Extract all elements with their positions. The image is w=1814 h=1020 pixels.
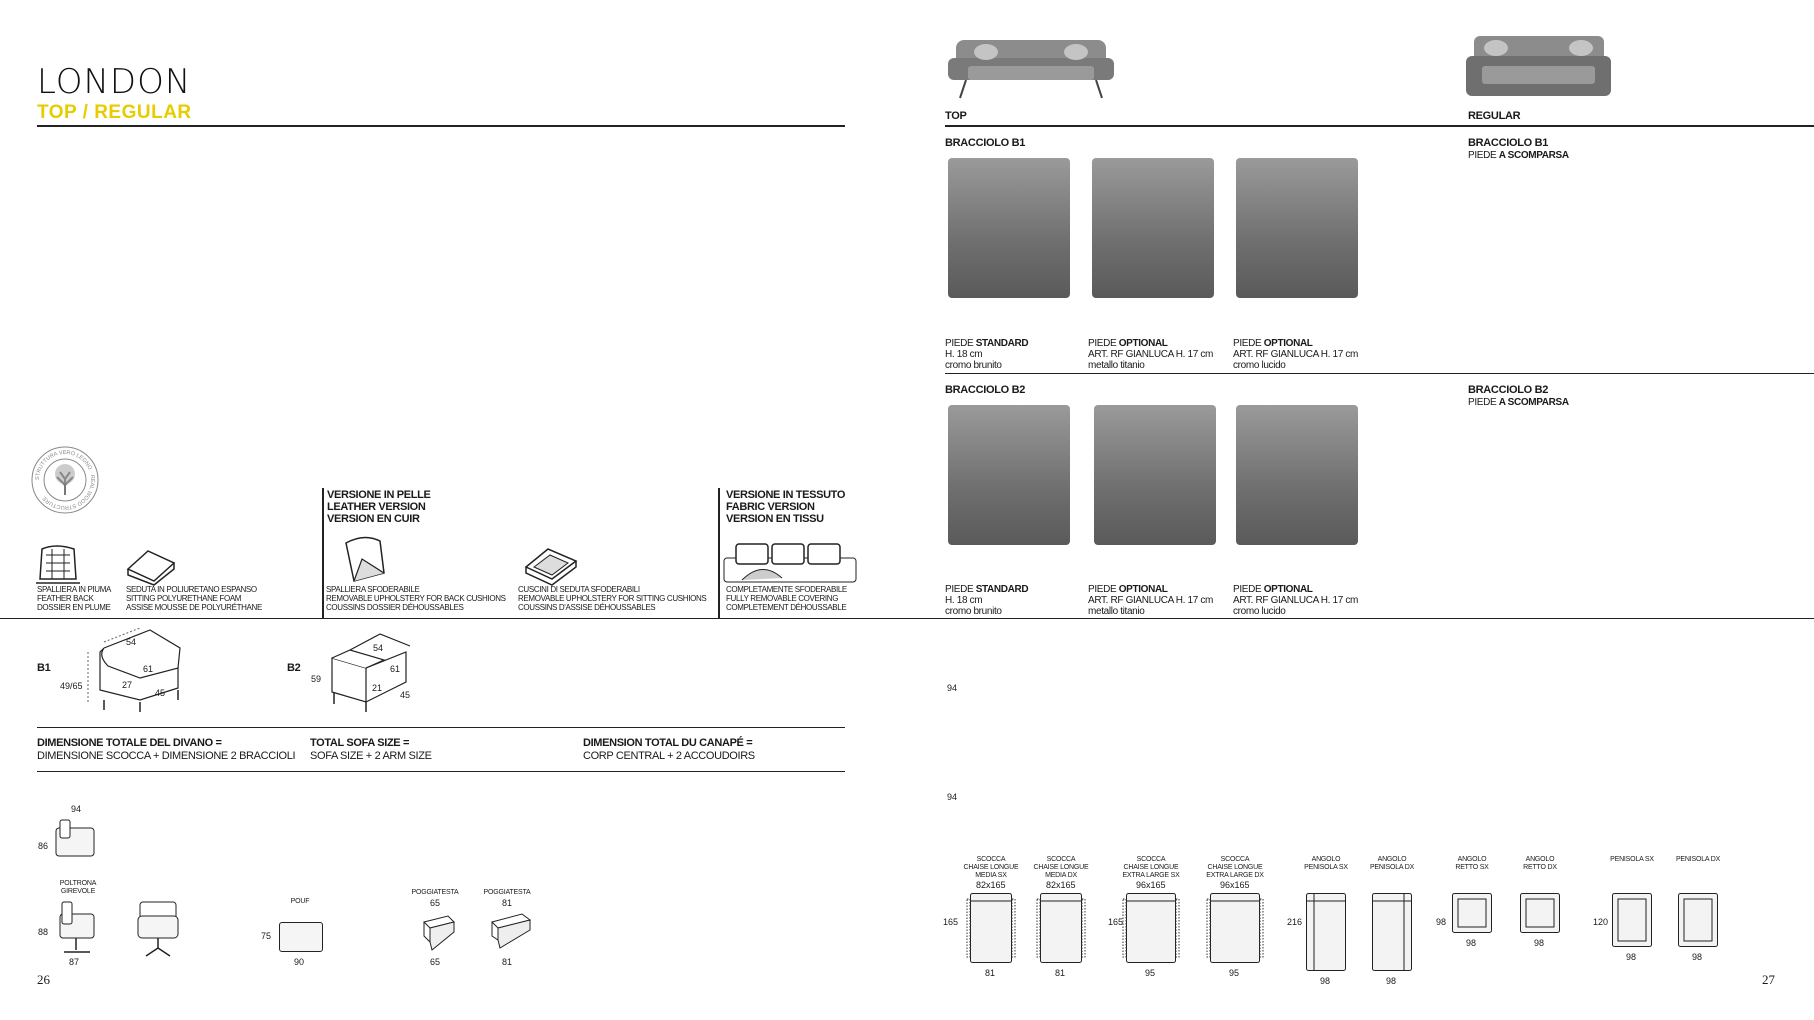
- row3-module-drawing: [1372, 893, 1412, 971]
- page-number-right: 27: [1762, 972, 1775, 987]
- feather-back-icon: [36, 543, 81, 585]
- arm-b1-d5: 49/65: [60, 681, 83, 691]
- row3-module-label: SCOCCA CHAISE LONGUE MEDIA DX: [1033, 856, 1089, 879]
- row1-depth: 94: [947, 683, 958, 693]
- foam-seat-icon: [124, 545, 178, 585]
- rule-top-right: [945, 125, 1814, 127]
- side-depth: 94: [71, 804, 82, 814]
- row3-module-width: 95: [1229, 968, 1240, 978]
- arm-b2-d4: 45: [400, 690, 411, 700]
- row3-module-width: 81: [985, 968, 996, 978]
- foam-seat-caption: SEDUTA IN POLIURETANO ESPANSO SITTING POLYURETHANE FOAM ASSISE MOUSSE DE POLYURÉTHANE: [126, 585, 262, 612]
- row3-module-drawing: [1040, 893, 1082, 963]
- rule-arms: [945, 373, 1814, 374]
- chair-width: 87: [69, 957, 80, 967]
- chair-label: POLTRONA GIREVOLE: [59, 880, 97, 895]
- seat-cover-icon: [522, 545, 580, 585]
- arm-b1-d1: 54: [126, 637, 137, 647]
- chair-side-drawing: [54, 900, 98, 960]
- row3-module-size: 96x165: [1220, 880, 1250, 890]
- feather-back-caption: SPALLIERA IN PIUMA FEATHER BACK DOSSIER EN PLUME: [37, 585, 112, 612]
- arm-b2-d5: 59: [311, 674, 322, 684]
- page-subtitle: TOP / REGULAR: [37, 102, 192, 123]
- b1-title: BRACCIOLO B1: [945, 137, 1026, 149]
- b2-title: BRACCIOLO B2: [945, 384, 1026, 396]
- page-number-left: 26: [37, 972, 50, 987]
- headrest2-drawing: [488, 910, 536, 950]
- row3-depth-c: 216: [1287, 917, 1303, 927]
- full-cover-icon: [722, 540, 858, 586]
- row3-module-label: SCOCCA CHAISE LONGUE MEDIA SX: [963, 856, 1019, 879]
- row3-depth-e: 120: [1593, 917, 1609, 927]
- pouf-drawing: [279, 922, 323, 952]
- regular-version-label: REGULAR: [1468, 110, 1521, 122]
- page-title: LONDON: [37, 62, 192, 102]
- row3-depth-d: 98: [1436, 917, 1447, 927]
- headrest1-label: POGGIATESTA: [411, 889, 459, 896]
- row3-module-label: ANGOLO RETTO DX: [1523, 856, 1557, 871]
- seat-cover-caption: CUSCINI DI SEDUTA SFODERABILI REMOVABLE UPHOLSTERY FOR SITTING CUSHIONS COUSSINS D'ASSISE DÉHOUSSABLES: [518, 585, 707, 612]
- row3-depth-b: 165: [1108, 917, 1124, 927]
- arm-b1-label: B1: [37, 662, 51, 674]
- b2-optional-titanium-photo: [1094, 405, 1216, 545]
- row3-module-drawing: [1678, 893, 1718, 947]
- arm-b2-d2: 61: [390, 664, 401, 674]
- b1-optional-chrome-photo: [1236, 158, 1358, 298]
- row3-module-drawing: [1306, 893, 1346, 971]
- regular-b1-foot: PIEDE A SCOMPARSA: [1468, 150, 1569, 161]
- row3-module-drawing: [1452, 893, 1492, 933]
- regular-b2-title: BRACCIOLO B2: [1468, 384, 1549, 396]
- fabric-version-heading: VERSIONE IN TESSUTO FABRIC VERSION VERSION EN TISSU: [726, 489, 846, 525]
- total-fr: DIMENSION TOTAL DU CANAPÉ = CORP CENTRAL + 2 ACCOUDOIRS: [583, 737, 755, 762]
- row3-module-size: 82x165: [1046, 880, 1076, 890]
- back-cover-icon: [340, 533, 392, 585]
- b2-optional-chrome-photo: [1236, 405, 1358, 545]
- headrest1-top: 65: [430, 898, 441, 908]
- b2-standard-photo: [948, 405, 1070, 545]
- chair-front-drawing: [136, 900, 180, 960]
- arm-b2-d1: 54: [373, 643, 384, 653]
- headrest2-top: 81: [502, 898, 513, 908]
- rule-mid: [0, 618, 1814, 619]
- back-cover-caption: SPALLIERA SFODERABILE REMOVABLE UPHOLSTERY FOR BACK CUSHIONS COUSSINS DOSSIER DÉHOUSSABLES: [326, 585, 506, 612]
- row3-depth-a: 165: [943, 917, 959, 927]
- pouf-label: POUF: [290, 898, 310, 905]
- pouf-width: 90: [294, 957, 305, 967]
- headrest2-label: POGGIATESTA: [483, 889, 531, 896]
- b1-standard-photo: [948, 158, 1070, 298]
- row3-module-drawing: [1210, 893, 1260, 963]
- b1-foot-standard: PIEDE STANDARD H. 18 cm cromo brunito: [945, 338, 1029, 371]
- row3-module-drawing: [1126, 893, 1176, 963]
- arm-b2-label: B2: [287, 662, 301, 674]
- row3-module-width: 95: [1145, 968, 1156, 978]
- row3-module-size: 82x165: [976, 880, 1006, 890]
- total-en: TOTAL SOFA SIZE = SOFA SIZE + 2 ARM SIZE: [310, 737, 432, 762]
- regular-b2-foot: PIEDE A SCOMPARSA: [1468, 397, 1569, 408]
- row3-module-label: SCOCCA CHAISE LONGUE EXTRA LARGE DX: [1206, 856, 1264, 879]
- divider-leather: [322, 488, 324, 618]
- row3-module-width: 98: [1534, 938, 1545, 948]
- headrest1-bottom: 65: [430, 957, 441, 967]
- b2-foot-standard: PIEDE STANDARD H. 18 cm cromo brunito: [945, 584, 1029, 617]
- row3-module-label: SCOCCA CHAISE LONGUE EXTRA LARGE SX: [1122, 856, 1180, 879]
- row3-module-label: ANGOLO RETTO SX: [1455, 856, 1489, 871]
- regular-b1-title: BRACCIOLO B1: [1468, 137, 1549, 149]
- seal-text: STRUTTURA VERO LEGNO · REAL WOOD STRUCTURE: [34, 449, 96, 511]
- arm-b1-d4: 45: [155, 688, 166, 698]
- row3-module-drawing: [1612, 893, 1652, 947]
- row3-module-width: 81: [1055, 968, 1066, 978]
- real-wood-seal: [30, 445, 100, 515]
- row3-module-width: 98: [1692, 952, 1703, 962]
- row3-module-drawing: [1520, 893, 1560, 933]
- full-cover-caption: COMPLETAMENTE SFODERABILE FULLY REMOVABLE COVERING COMPLETEMENT DÉHOUSSABLE: [726, 585, 847, 612]
- row3-module-label: PENISOLA SX: [1610, 856, 1654, 863]
- top-sofa-photo: [946, 30, 1116, 102]
- row3-module-drawing: [970, 893, 1012, 963]
- b2-foot-titanium: PIEDE OPTIONAL ART. RF GIANLUCA H. 17 cm metallo titanio: [1088, 584, 1213, 617]
- pouf-height: 75: [261, 931, 272, 941]
- row2-depth: 94: [947, 792, 958, 802]
- row3-module-width: 98: [1320, 976, 1331, 986]
- regular-sofa-photo: [1466, 30, 1611, 102]
- row3-module-label: ANGOLO PENISOLA DX: [1369, 856, 1415, 871]
- arm-b2-d3: 21: [372, 683, 383, 693]
- rule-totals-top: [37, 727, 845, 728]
- b1-foot-chrome: PIEDE OPTIONAL ART. RF GIANLUCA H. 17 cm cromo lucido: [1233, 338, 1358, 371]
- b1-foot-titanium: PIEDE OPTIONAL ART. RF GIANLUCA H. 17 cm metallo titanio: [1088, 338, 1213, 371]
- rule-totals-bottom: [37, 771, 845, 772]
- rule-top-left: [37, 125, 845, 127]
- leather-version-heading: VERSIONE IN PELLE LEATHER VERSION VERSION EN CUIR: [327, 489, 431, 525]
- divider-fabric: [718, 488, 720, 618]
- row3-module-label: ANGOLO PENISOLA SX: [1304, 856, 1348, 871]
- b1-optional-titanium-photo: [1092, 158, 1214, 298]
- side-view-drawing: [54, 818, 96, 860]
- b2-foot-chrome: PIEDE OPTIONAL ART. RF GIANLUCA H. 17 cm cromo lucido: [1233, 584, 1358, 617]
- top-version-label: TOP: [945, 110, 967, 122]
- total-it: DIMENSIONE TOTALE DEL DIVANO = DIMENSIONE SCOCCA + DIMENSIONE 2 BRACCIOLI: [37, 737, 296, 762]
- arm-b1-d2: 61: [143, 664, 154, 674]
- row3-module-width: 98: [1466, 938, 1477, 948]
- side-height: 86: [38, 841, 49, 851]
- chair-height: 88: [38, 927, 49, 937]
- headrest2-bottom: 81: [502, 957, 513, 967]
- row3-module-size: 96x165: [1136, 880, 1166, 890]
- row3-module-label: PENISOLA DX: [1675, 856, 1721, 863]
- headrest1-drawing: [420, 912, 460, 952]
- arm-b1-d3: 27: [122, 680, 133, 690]
- row3-module-width: 98: [1626, 952, 1637, 962]
- row3-module-width: 98: [1386, 976, 1397, 986]
- arm-b1-drawing: [60, 622, 200, 712]
